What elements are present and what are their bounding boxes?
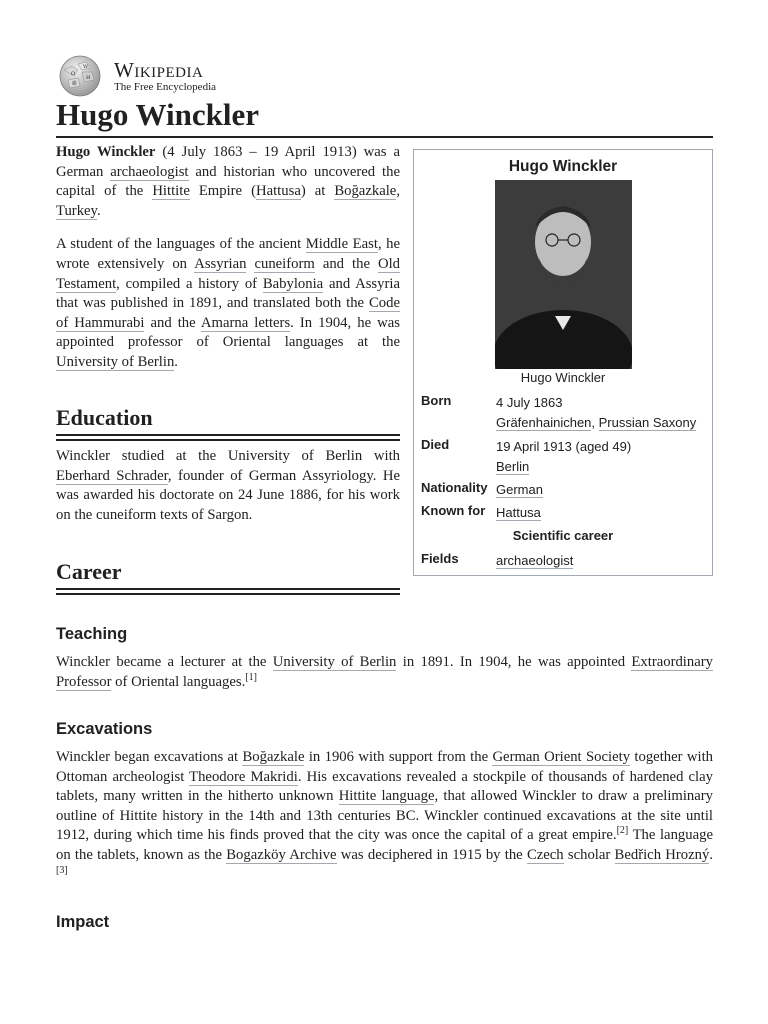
reference-3[interactable]: [3]: [56, 864, 68, 876]
link-middle-east[interactable]: Middle East: [305, 236, 378, 253]
link-german[interactable]: German: [496, 482, 543, 497]
link-berlin[interactable]: Berlin: [496, 458, 530, 474]
text: .: [709, 846, 714, 863]
text: , founder of German Assyriology. He was awarded his doctorate on 24 June 1886, for his work on the cuneiform texts of Sargon.: [56, 467, 400, 523]
text: and Assyria that was published in 1891, and translated both the: [56, 275, 400, 312]
known-for-row: [421, 503, 711, 523]
wikipedia-title: Wikipedia: [114, 58, 204, 82]
link-archaeologist[interactable]: archaeologist: [110, 163, 189, 180]
wikipedia-tagline: The Free Encyclopedia: [114, 81, 217, 93]
scientific-career-header: Scientific career: [512, 528, 614, 543]
link-code-of-hammurabi[interactable]: Code of Hammurabi: [56, 295, 400, 331]
text: .: [174, 353, 178, 370]
text: in 1891. In 1904, he was appointed: [396, 654, 632, 670]
link-hittite-language[interactable]: Hittite language: [338, 788, 435, 805]
born-value: [496, 393, 711, 432]
link-old-testament[interactable]: Old Testament: [56, 255, 401, 292]
nationality-row: [421, 480, 711, 500]
lead-paragraph-2: [56, 235, 400, 372]
text: , that allowed Winckler to draw a preliminary outline of Hittite history in the 14th and 13th centuries BC. Winckler continued excavations at the site until 1912, during which time his finds proved that the city was once the capital of a great empire.: [56, 788, 713, 844]
svg-text:維: 維: [72, 81, 78, 87]
wikipedia-wordmark: [114, 59, 216, 93]
text: of Oriental languages.: [111, 673, 246, 690]
career-heading: Career: [56, 559, 122, 584]
link-university-of-berlin-2[interactable]: University of Berlin: [272, 654, 397, 670]
link-turkey[interactable]: Turkey: [56, 202, 97, 219]
text: Winckler became a lecturer at the: [56, 654, 273, 670]
nationality-label: Nationality: [421, 480, 488, 495]
text: . His excavations revealed a stockpile of thousands of hardened clay tablets, many written in the hitherto unknown: [56, 768, 713, 805]
link-bogazkale-2[interactable]: Boğazkale: [242, 749, 305, 765]
infobox: [413, 149, 713, 576]
text: Winckler studied at the University of Berlin with: [56, 448, 400, 464]
link-babylonia[interactable]: Babylonia: [262, 275, 324, 292]
teaching-paragraph: [56, 653, 713, 692]
died-row: [421, 437, 711, 476]
text: in 1906 with support from the: [304, 749, 493, 765]
portrait-photo[interactable]: [495, 180, 632, 369]
education-heading: Education: [56, 405, 153, 430]
career-divider: [56, 588, 400, 595]
separator: ,: [591, 414, 599, 430]
link-amarna-letters[interactable]: Amarna letters: [200, 314, 291, 331]
text: A student of the languages of the ancient: [56, 236, 306, 253]
text: was deciphered in 1915 by the: [336, 846, 527, 863]
text: . In 1904, he was appointed professor of Oriental languages at the: [56, 314, 400, 351]
text: .: [96, 202, 101, 219]
known-for-label: Known for: [421, 503, 486, 518]
text: and historian who uncovered the capital of the: [56, 163, 400, 200]
link-prussian-saxony[interactable]: Prussian Saxony: [598, 414, 697, 430]
text: (4 July 1863 – 19 April 1913) was a German: [56, 144, 400, 180]
link-assyrian[interactable]: Assyrian: [194, 255, 247, 272]
text: Winckler began excavations at: [56, 749, 243, 765]
lead-paragraph-1: [56, 143, 400, 221]
text: ,: [396, 183, 400, 200]
link-extraordinary-professor[interactable]: Extraordinary Professor: [56, 654, 713, 690]
svg-text:W: W: [83, 64, 89, 70]
education-paragraph: [56, 447, 400, 525]
svg-text:И: И: [86, 75, 91, 81]
excavations-heading: Excavations: [56, 720, 153, 738]
wikipedia-globe-icon: [56, 54, 104, 98]
link-eberhard-schrader[interactable]: Eberhard Schrader: [56, 467, 168, 484]
text: scholar: [563, 846, 615, 863]
teaching-heading: Teaching: [56, 625, 128, 643]
text: The language on the tablets, known as the: [56, 827, 713, 863]
link-grafenhainichen[interactable]: Gräfenhainichen: [496, 414, 592, 430]
text: Empire (: [189, 183, 256, 200]
education-divider: [56, 434, 400, 441]
link-archaeologist-infobox[interactable]: archaeologist: [496, 553, 574, 568]
died-date: 19 April 1913 (aged 49): [496, 439, 632, 454]
wikipedia-logo[interactable]: [56, 54, 216, 98]
fields-label: Fields: [421, 551, 459, 566]
text: ) at: [300, 183, 335, 200]
text: together with Ottoman archeologist: [56, 749, 714, 785]
link-hattusa-infobox[interactable]: Hattusa: [496, 505, 541, 520]
link-hattusa[interactable]: Hattusa: [255, 183, 301, 200]
link-hittite[interactable]: Hittite: [152, 183, 190, 200]
svg-text:Ω: Ω: [71, 71, 76, 77]
link-bogazkoy-archive[interactable]: Bogazköy Archive: [226, 846, 337, 863]
fields-row: [421, 551, 711, 571]
died-value: [496, 437, 711, 476]
link-bedrich-hrozny[interactable]: Bedřich Hrozný: [614, 846, 710, 863]
page-title: Hugo Winckler: [56, 97, 259, 132]
reference-2[interactable]: [2]: [616, 825, 629, 837]
excavations-paragraph: [56, 748, 713, 885]
link-university-of-berlin[interactable]: University of Berlin: [56, 353, 175, 370]
link-czech[interactable]: Czech: [526, 846, 564, 863]
link-cuneiform[interactable]: cuneiform: [254, 255, 315, 272]
text: and the: [144, 314, 201, 331]
died-label: Died: [421, 437, 450, 452]
text: and the: [314, 255, 378, 272]
reference-1[interactable]: [1]: [245, 671, 257, 683]
title-divider: [56, 136, 713, 138]
lead-section: [56, 143, 400, 387]
impact-heading: Impact: [56, 913, 110, 931]
link-german-orient-society[interactable]: German Orient Society: [492, 749, 631, 765]
portrait-caption: Hugo Winckler: [520, 370, 606, 385]
text: , compiled a history of: [116, 275, 263, 292]
infobox-title: Hugo Winckler: [508, 158, 618, 175]
born-date: 4 July 1863: [496, 395, 563, 410]
born-label: Born: [421, 393, 452, 408]
link-theodore-makridi[interactable]: Theodore Makridi: [189, 768, 298, 785]
text: , he wrote extensively on: [56, 236, 400, 272]
born-row: [421, 393, 711, 432]
link-bogazkale[interactable]: Boğazkale: [334, 183, 397, 200]
subject-name: Hugo Winckler: [56, 144, 156, 160]
